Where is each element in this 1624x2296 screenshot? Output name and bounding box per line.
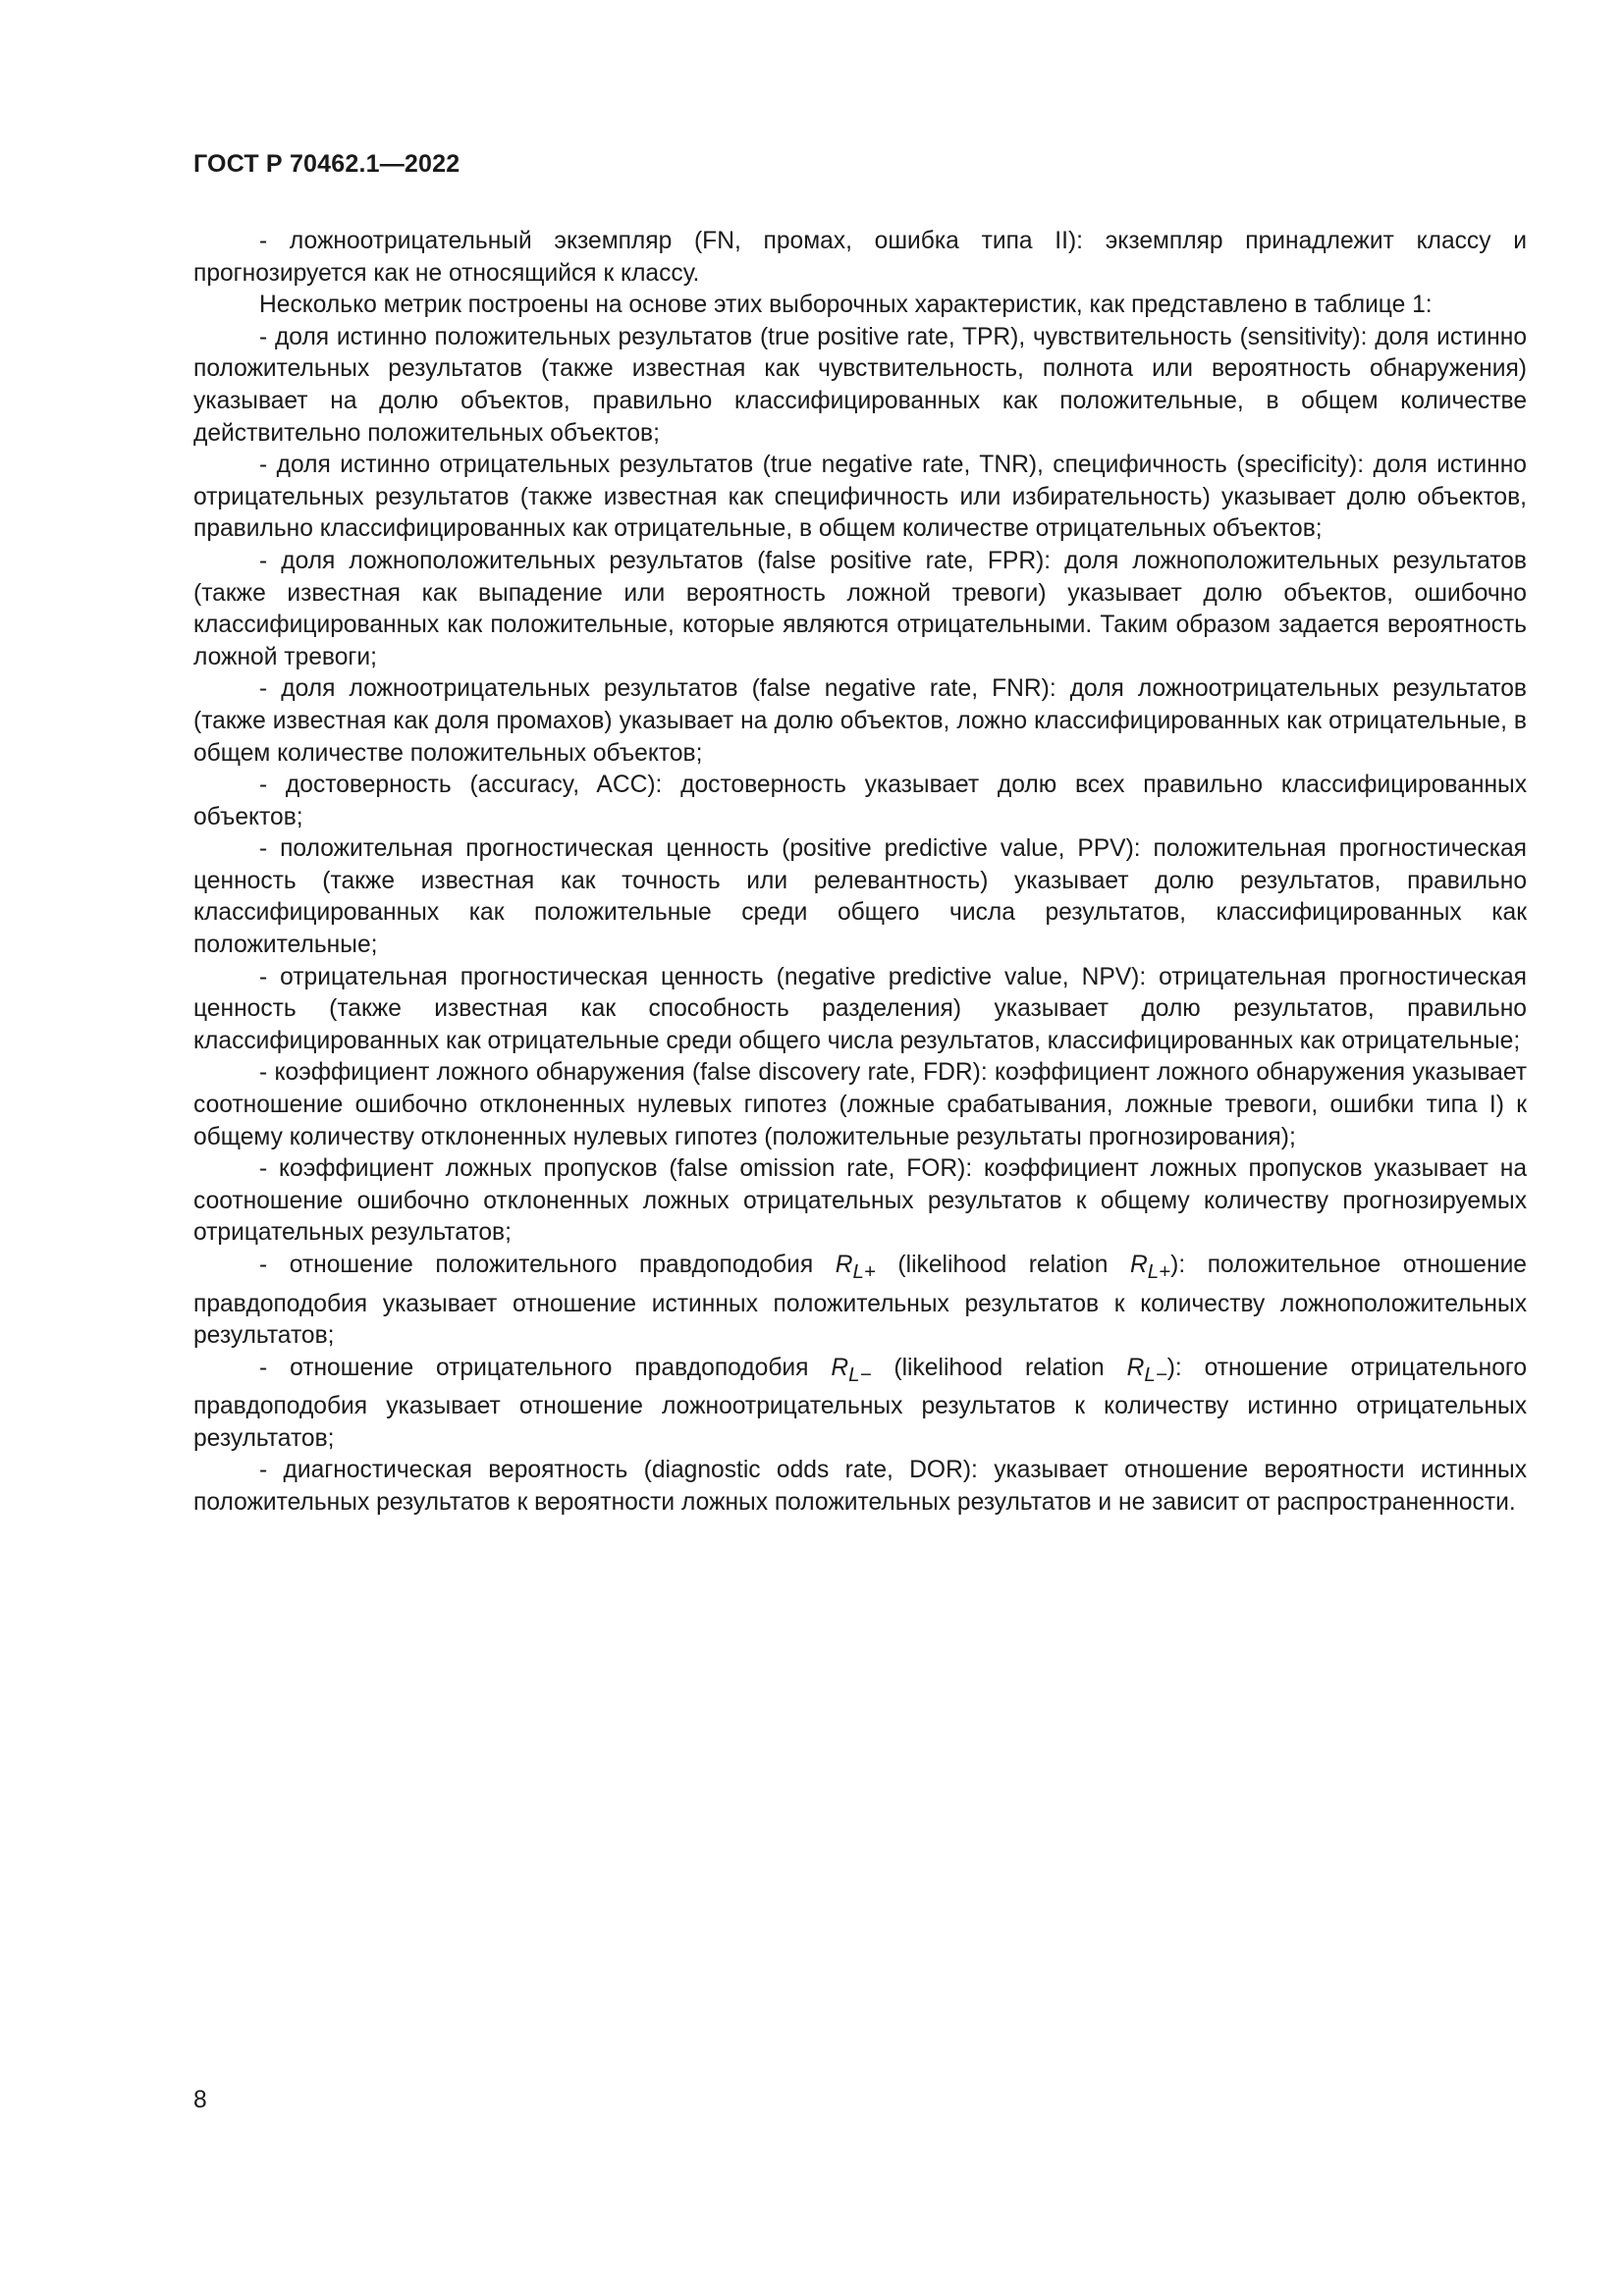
document-body (193, 226, 1527, 1520)
lr-minus-symbol-repeat: R (1126, 1354, 1145, 1381)
paragraph-lr-minus (193, 1353, 1527, 1456)
page-number: 8 (193, 2087, 207, 2113)
paragraph-fnr: - доля ложноотрицательных результатов (false negative rate, FNR): доля ложноотрицательных результатов (также известная как доля промахов) указывает на долю объектов, ложно классифицированных как отрицательные, в общем количестве положительных объектов; (193, 675, 1527, 767)
lr-plus-subscript: L+ (852, 1259, 876, 1283)
lr-minus-subscript: L− (848, 1362, 872, 1386)
paragraph-dor: - диагностическая вероятность (diagnostic odds rate, DOR): указывает отношение вероятности истинных положительных результатов к вероятности ложных положительных результатов и не зависит от распространенности. (193, 1457, 1527, 1516)
paragraph-fn: - ложноотрицательный экземпляр (FN, промах, ошибка типа II): экземпляр принадлежит классу и прогнозируется как не относящийся к классу. (193, 228, 1527, 287)
paragraph-npv: - отрицательная прогностическая ценность (negative predictive value, NPV): отрицательная прогностическая ценность (также известная как способность разделения) указывает долю результатов, правильно классифицированных как отрицательные среди общего числа результатов, классифицированных как отрицательные; (193, 963, 1527, 1054)
lr-plus-subscript-repeat: L+ (1147, 1259, 1171, 1283)
paragraph-tpr: - доля истинно положительных результатов (true positive rate, TPR), чувствительность (sensitivity): доля истинно положительных результатов (также известная как чувствительность, полнота или вероятность обнаружения) указывает на долю объектов, правильно классифицированных как положительные, в общем количестве действительно положительных объектов; (193, 323, 1527, 447)
lr-plus-symbol-repeat: R (1129, 1252, 1148, 1278)
lr-minus-post: ): отношение отрицательного правдоподобия указывает отношение ложноотрицательных результатов к количеству истинно отрицательных результатов; (193, 1354, 1527, 1452)
paragraph-ppv: - положительная прогностическая ценность (positive predictive value, PPV): положительная прогностическая ценность (также известная как точность или релевантность) указывает долю результатов, правильно классифицированных как положительные среди общего числа результатов, классифицированных как положительные; (193, 835, 1527, 959)
paragraph-acc: - достоверность (accuracy, ACC): достоверность указывает долю всех правильно классифицированных объектов; (193, 772, 1527, 830)
lr-plus-post: ): положительное отношение правдоподобия указывает отношение истинных положительных результатов к количеству ложноположительных результатов; (193, 1252, 1527, 1350)
lr-minus-mid: (likelihood relation (871, 1354, 1127, 1381)
paragraph-lr-plus (193, 1250, 1527, 1353)
lr-minus-pre: - отношение отрицательного правдоподобия (259, 1354, 832, 1381)
paragraph-metrics-intro: Несколько метрик построены на основе этих выборочных характеристик, как представлено в таблице 1: (259, 292, 1433, 319)
lr-minus-symbol: R (831, 1354, 849, 1381)
lr-plus-pre: - отношение положительного правдоподобия (259, 1252, 836, 1278)
paragraph-fpr: - доля ложноположительных результатов (false positive rate, FPR): доля ложноположительных результатов (также известная как выпадение или вероятность ложной тревоги) указывает долю объектов, ошибочно классифицированных как положительные, которые являются отрицательными. Таким образом задается вероятность ложной тревоги; (193, 547, 1527, 670)
lr-plus-symbol: R (835, 1252, 853, 1278)
paragraph-fdr: - коэффициент ложного обнаружения (false discovery rate, FDR): коэффициент ложного обнаружения указывает соотношение ошибочно отклоненных нулевых гипотез (ложные срабатывания, ложные тревоги, ошибки типа I) к общему количеству отклоненных нулевых гипотез (положительные результаты прогнозирования); (193, 1059, 1527, 1150)
paragraph-for: - коэффициент ложных пропусков (false omission rate, FOR): коэффициент ложных пропусков указывает на соотношение ошибочно отклоненных ложных отрицательных результатов к общему количеству прогнозируемых отрицательных результатов; (193, 1155, 1527, 1247)
lr-minus-subscript-repeat: L− (1144, 1362, 1167, 1386)
lr-plus-mid: (likelihood relation (875, 1252, 1130, 1278)
paragraph-tnr: - доля истинно отрицательных результатов (true negative rate, TNR), специфичность (specificity): доля истинно отрицательных результатов (также известная как специфичность или избирательность) указывает долю объектов, правильно классифицированных как отрицательные, в общем количестве отрицательных объектов; (193, 452, 1527, 543)
document-header: ГОСТ Р 70462.1—2022 (193, 150, 460, 178)
